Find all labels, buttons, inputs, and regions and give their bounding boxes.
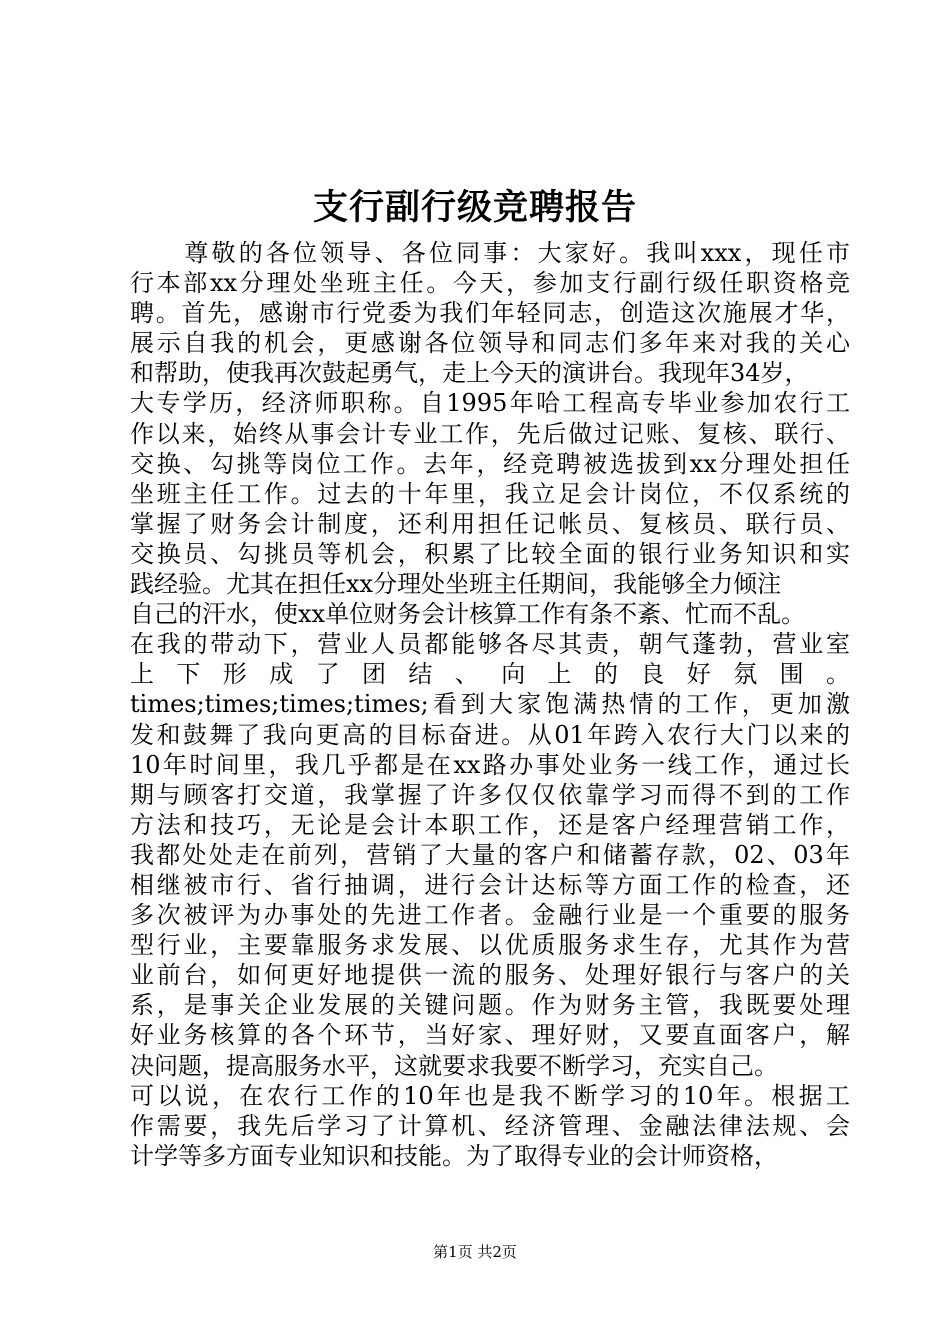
body-line: 好业务核算的各个环节，当好家、理好财，又要直面客户，解	[130, 1021, 850, 1050]
document-body	[130, 238, 850, 1171]
body-line: 展示自我的机会，更感谢各位领导和同志们多年来对我的关心	[130, 329, 850, 358]
body-line: 可以说，在农行工作的10年也是我不断学习的10年。根据工	[130, 1081, 850, 1110]
page-footer: 第1页 共2页	[433, 1243, 517, 1261]
body-line: 自己的汗水，使xx单位财务会计核算工作有条不紊、忙而不乱。	[130, 600, 806, 629]
body-line: 业前台，如何更好地提供一流的服务、处理好银行与客户的关	[130, 961, 850, 990]
body-line: 系，是事关企业发展的关键问题。作为财务主管，我既要处理	[130, 991, 850, 1020]
body-line: 10年时间里，我几乎都是在xx路办事处业务一线工作，通过长	[130, 750, 850, 779]
document-title: 支行副行级竞聘报告	[312, 187, 637, 228]
body-line: 型行业，主要靠服务求发展、以优质服务求生存，尤其作为营	[130, 931, 850, 960]
body-line: 践经验。尤其在担任xx分理处坐班主任期间，我能够全力倾注	[130, 570, 782, 599]
body-line: 计学等多方面专业知识和技能。为了取得专业的会计师资格，	[130, 1141, 778, 1170]
body-line: 方法和技巧，无论是会计本职工作，还是客户经理营销工作，	[130, 810, 850, 839]
body-line: 交换、勾挑等岗位工作。去年，经竞聘被选拔到xx分理处担任	[130, 449, 850, 478]
body-line: 大专学历，经济师职称。自1995年哈工程高专毕业参加农行工	[130, 389, 850, 418]
body-line: 期与顾客打交道，我掌握了许多仅仅依靠学习而得不到的工作	[130, 780, 850, 809]
body-line: 作需要，我先后学习了计算机、经济管理、金融法律法规、会	[130, 1111, 850, 1140]
body-line: 聘。首先，感谢市行党委为我们年轻同志，创造这次施展才华，	[130, 299, 850, 328]
body-line: 和帮助，使我再次鼓起勇气，走上今天的演讲台。我现年34岁，	[130, 359, 809, 388]
body-line: 在我的带动下，营业人员都能够各尽其责，朝气蓬勃，营业室	[130, 630, 850, 659]
body-line: 多次被评为办事处的先进工作者。金融行业是一个重要的服务	[130, 901, 850, 930]
body-line: 相继被市行、省行抽调，进行会计达标等方面工作的检查，还	[130, 870, 850, 899]
body-line: 上下形成了团结、向上的良好氛围。	[130, 660, 850, 689]
body-line: 尊敬的各位领导、各位同事：大家好。我叫xxx，现任市	[130, 239, 850, 267]
body-line: 发和鼓舞了我向更高的目标奋进。从01年跨入农行大门以来的	[130, 720, 850, 749]
body-line: 掌握了财务会计制度，还利用担任记帐员、复核员、联行员、	[130, 509, 850, 538]
body-line: 交换员、勾挑员等机会，积累了比较全面的银行业务知识和实	[130, 539, 850, 568]
body-line: 决问题，提高服务水平，这就要求我要不断学习，充实自己。	[130, 1051, 778, 1080]
body-line: 作以来，始终从事会计专业工作，先后做过记账、复核、联行、	[130, 419, 850, 448]
body-line: times;times;times;times;看到大家饱满热情的工作，更加激	[130, 690, 850, 719]
body-line: 我都处处走在前列，营销了大量的客户和储蓄存款，02、03年	[130, 840, 850, 869]
body-line: 行本部xx分理处坐班主任。今天，参加支行副行级任职资格竞	[130, 269, 850, 298]
body-line: 坐班主任工作。过去的十年里，我立足会计岗位，不仅系统的	[130, 479, 850, 508]
